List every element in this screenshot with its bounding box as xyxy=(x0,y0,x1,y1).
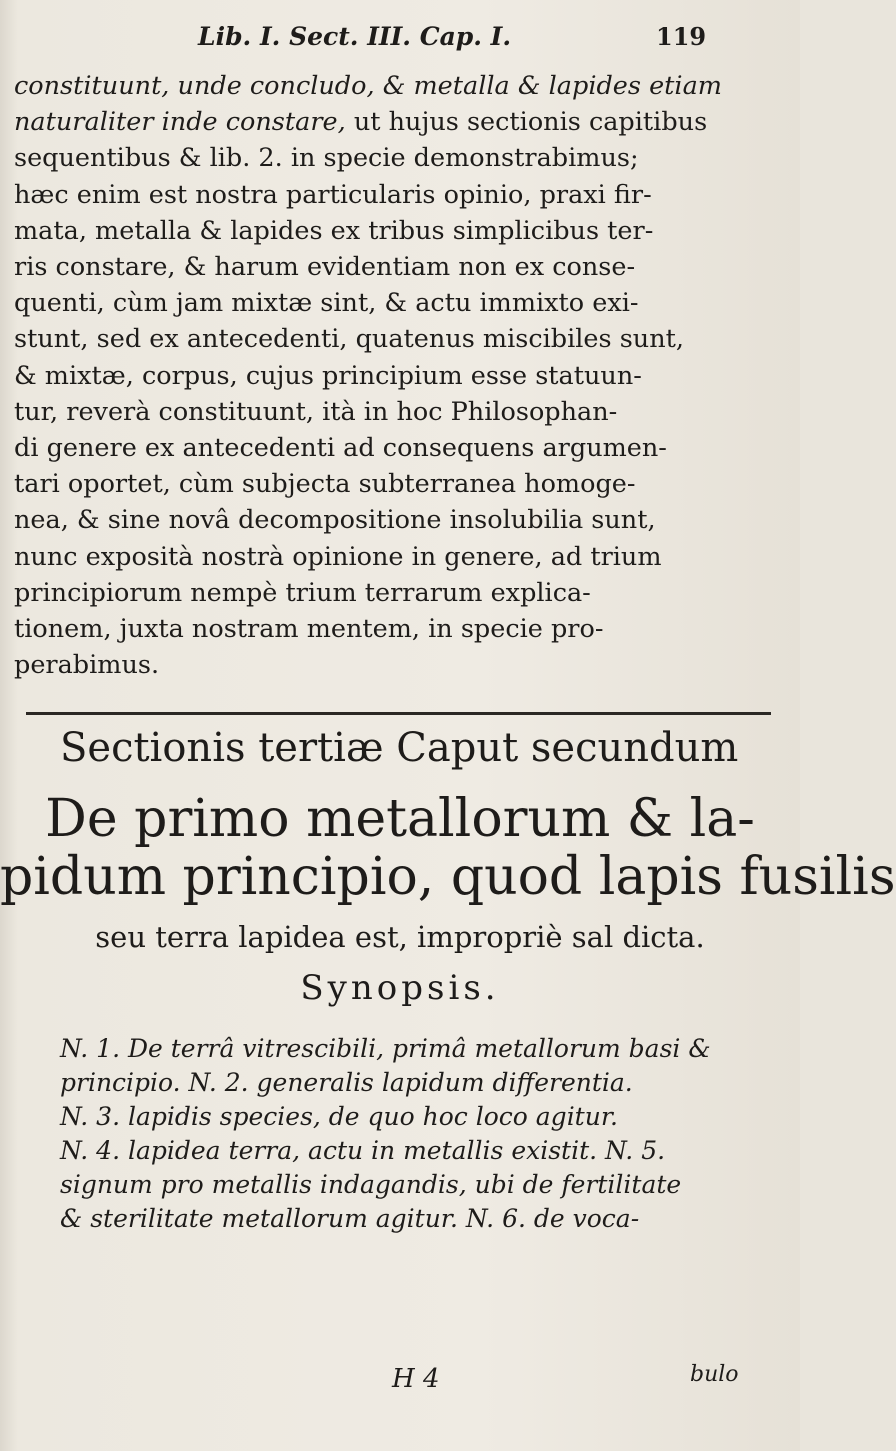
synopsis-line: N. 3. lapidis species, de quo hoc loco agitur. xyxy=(60,1102,618,1131)
section-divider xyxy=(26,712,771,715)
text-line: stunt, sed ex antecedenti, quatenus miscibiles sunt, xyxy=(14,324,684,355)
chapter-title-line: De primo metallorum & la- xyxy=(45,789,755,849)
text-line: mata, metalla & lapides ex tribus simplicibus ter- xyxy=(14,215,654,246)
synopsis-line: & sterilitate metallorum agitur. N. 6. de voca- xyxy=(60,1204,640,1233)
page-number: 119 xyxy=(656,22,707,51)
text-line: tur, reverà constituunt, ità in hoc Philosophan- xyxy=(14,396,618,427)
running-head: Lib. I. Sect. III. Cap. I. xyxy=(198,22,512,51)
synopsis-text xyxy=(60,1032,780,1236)
text-line: di genere ex antecedenti ad consequens argumen- xyxy=(14,433,667,464)
text-line: ris constare, & harum evidentiam non ex conse- xyxy=(14,252,636,283)
text-line: tionem, juxta nostram mentem, in specie pro- xyxy=(14,614,604,645)
signature-mark: H 4 xyxy=(392,1364,440,1394)
synopsis-line: N. 1. De terrâ vitrescibili, primâ metallorum basi & xyxy=(60,1034,711,1063)
catchword: bulo xyxy=(690,1362,739,1387)
text-line: principiorum nempè trium terrarum explica- xyxy=(14,577,591,608)
synopsis-heading: Synopsis. xyxy=(300,968,500,1008)
text-line: nunc exposità nostrà opinione in genere, ad trium xyxy=(14,541,662,572)
text-line: nea, & sine novâ decompositione insolubilia sunt, xyxy=(14,505,656,536)
chapter-subtitle: seu terra lapidea est, impropriè sal dicta. xyxy=(95,920,705,954)
chapter-title-line: pidum principio, quod lapis fusilis xyxy=(0,847,896,907)
body-paragraph xyxy=(14,68,789,683)
synopsis-line: signum pro metallis indagandis, ubi de fertilitate xyxy=(60,1170,682,1199)
text-line: naturaliter inde constare, ut hujus sectionis capitibus xyxy=(14,107,708,138)
text-line: hæc enim est nostra particularis opinio, praxi fir- xyxy=(14,179,652,210)
chapter-title xyxy=(0,789,896,907)
text-line: tari oportet, cùm subjecta subterranea homoge- xyxy=(14,469,636,500)
synopsis-line: principio. N. 2. generalis lapidum differentia. xyxy=(60,1068,633,1097)
text-line: constituunt, unde concludo, & metalla & lapides etiam xyxy=(14,71,722,101)
synopsis-line: N. 4. lapidea terra, actu in metallis existit. N. 5. xyxy=(60,1136,666,1165)
text-line: perabimus. xyxy=(14,650,160,681)
text-line: & mixtæ, corpus, cujus principium esse statuun- xyxy=(14,360,642,391)
page-header xyxy=(0,14,800,54)
text-line: quenti, cùm jam mixtæ sint, & actu immixto exi- xyxy=(14,288,639,319)
text-line: sequentibus & lib. 2. in specie demonstrabimus; xyxy=(14,143,639,174)
section-title: Sectionis tertiæ Caput secundum xyxy=(60,725,739,771)
